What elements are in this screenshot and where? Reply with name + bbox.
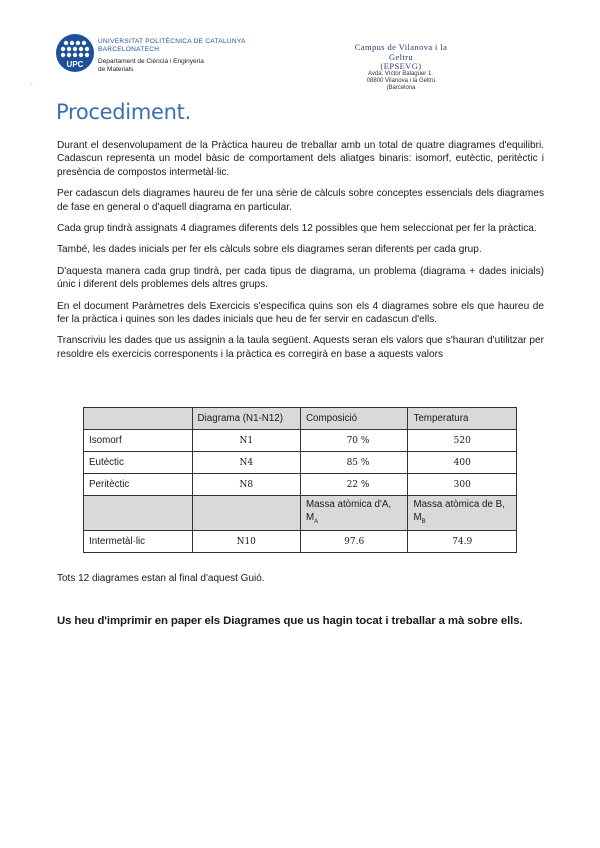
paragraph: Per cadascun dels diagrames haureu de fer una sèrie de càlculs sobre conceptes essencials dels diagrames de fase en general o d'aquell diagrama en particular. [57,188,544,213]
upc-logo [56,34,94,72]
mass-a-label: Massa atòmica d'A, M [305,499,392,523]
composition-cell: 70 % [300,430,408,452]
paragraph: En el document Paràmetres dels Exercicis s'especifica quins son els 4 diagrames sobre els que haureu de fer la pràctica i quines son les dades inicials que heu de fer servir en cadascun d'ells. [57,300,544,326]
mass-a-subscript: A [314,518,319,525]
university-line-1: UNIVERSITAT POLITÈCNICA DE CATALUNYA [98,38,246,45]
mass-b-subscript: B [421,518,426,525]
campus-address [352,42,522,92]
header-cell: Composició [300,408,408,430]
table-row [84,474,517,496]
composition-cell: 85 % [300,452,408,474]
department-line-1: Departament de Ciència i Enginyeria [98,58,204,65]
mass-a-header [300,496,408,531]
paragraph: Transcriviu les dades que us assignin a la taula següent. Aquests seran els valors que s'hauran d'utilitzar per resoldre els exercicis corresponents i la pràctica es corregirà en base a aquests valors [57,335,544,360]
table-row [84,452,517,474]
paragraph: Durant el desenvolupament de la Pràctica haureu de treballar amb un total de quatre diagrames d'equilibri. Cadascun representa un model bàsic de comportament dels aliatges binaris: isomorf, eutèctic, peritèctic i presència de compostos intermetàl·lic. [57,140,544,178]
data-table [83,407,517,553]
temperature-cell: 400 [408,452,517,474]
subheader-empty [84,496,193,531]
row-label: Isomorf [84,430,193,452]
header-cell [84,408,193,430]
department-line-2: de Materials [98,65,134,73]
page-title: Procediment. [56,100,191,124]
header-cell: Temperatura [408,408,517,430]
campus-street: Avda. Víctor Balaguer 1. [368,71,433,77]
temperature-cell: 520 [408,430,517,452]
campus-city: 08800 Vilanova i la Geltrú (Barcelona [366,78,436,91]
mass-b-cell: 74.9 [408,531,517,553]
margin-mark: . [31,80,33,86]
row-label: Peritèctic [84,474,193,496]
mass-b-header [408,496,517,531]
row-label: Intermetàl·lic [84,531,193,553]
diagram-cell: N1 [192,430,300,452]
row-label: Eutèctic [84,452,193,474]
diagram-cell: N10 [192,531,300,553]
diagram-cell: N4 [192,452,300,474]
header-cell: Diagrama (N1-N12) [192,408,300,430]
department-name [98,58,204,73]
logo-label: UPC [66,60,84,69]
table-row [84,430,517,452]
composition-cell: 22 % [300,474,408,496]
campus-abbrev: (EPSEVG) [380,61,422,71]
subheader-empty [192,496,300,531]
mass-b-label: Massa atòmica de B, M [413,499,505,523]
campus-name: Campus de Vilanova i la Geltru [354,42,448,62]
paragraph: D'aquesta manera cada grup tindrà, per cada tipus de diagrama, un problema (diagrama + dades inicials) únic i diferent dels problemes dels altres grups. [57,265,544,291]
print-instruction: Us heu d'imprimir en paper els Diagrames que us hagin tocat i treballar a mà sobre ells. [57,615,523,627]
diagram-cell: N8 [192,474,300,496]
university-name [98,38,246,54]
table-header-row [84,408,517,430]
university-line-2: BARCELONATECH [98,46,160,53]
table-row [84,531,517,553]
page-header [56,34,556,91]
table-subheader-row [84,496,517,531]
mass-a-cell: 97.6 [300,531,408,553]
paragraph: També, les dades inicials per fer els càlculs sobre els diagrames seran diferents per cada grup. [57,244,482,256]
body-text [57,139,544,369]
diagrams-note: Tots 12 diagrames estan al final d'aquest Guió. [57,573,265,584]
paragraph: Cada grup tindrà assignats 4 diagrames diferents dels 12 possibles que hem seleccionat per fer la pràctica. [57,223,537,235]
temperature-cell: 300 [408,474,517,496]
